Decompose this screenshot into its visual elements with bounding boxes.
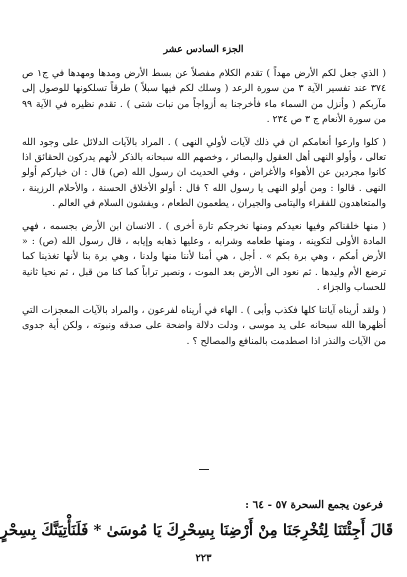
page-number: ٢٢٣ <box>195 553 212 564</box>
paragraph: ( منها خلقناكم وفيها نعيدكم ومنها نخرجكم تارة أخرى ) . الانسان ابن الأرض بجسمه ، فهي المادة الأولى لتكوينه ، ومنها طعامه وشرابه ، وعليها ذهابه وإيابه ، قال رسول الله (ص) : « الأرض أمكم ، وهي برة بكم » . أجل ، هي أمنا لأننا منها ولدنا ، وهي برة بنا لأنها تغذينا كما ترضع الأم وليدها . ثم نعود الى الأرض بعد الموت ، ونصير تراباً كما كنا من قبل ، ثم نحيا ثانية للحساب والجزاء . <box>22 220 386 294</box>
paragraph: ( الذي جعل لكم الأرض مهداً ) تقدم الكلام مفصلاً عن بسط الأرض ومدها ومهدها في ج١ ص ٣٧٤ عند تفسير الآية ٣ من سورة الرعد ( وسلك لكم فيها سبلاً ) طرقاً تسلكونها للوصول إلى مآربكم ( وأنزل من السماء ماء فأخرجنا به أزواجاً من نبات شتى ) . تقدم نظيره في الآية ٩٩ من سورة الأنعام ج ٣ ص ٢٣٤ . <box>22 68 386 126</box>
quranic-verse: قَالَ أَجِئْتَنَا لِتُخْرِجَنَا مِنْ أَرْضِنَا بِسِحْرِكَ يَا مُوسَىٰ * فَلَنَأْتِيَنَّكَ بِسِحْرٍ <box>0 521 393 539</box>
body-text <box>22 66 386 356</box>
section-title: فرعون يجمع السحرة ٥٧ - ٦٤ : <box>245 499 383 511</box>
separator-dash <box>199 469 209 470</box>
running-header: الجزء السادس عشر <box>163 44 244 55</box>
paragraph: ( ولقد أريناه آياتنا كلها فكذب وأبى ) . الهاء في أريناه لفرعون ، والمراد بالآيات المعجزات التي أظهرها الله سبحانه على يد موسى ، ودلت دلالة واضحة على صدقه ونبوته ، ولكن أية جدوى من الآيات والنذر اذا اصطدمت بالمنافع والمصالح ؟ . <box>22 304 386 347</box>
paragraph: ( كلوا وارعوا أنعامكم ان في ذلك لآيات لأولي النهى ) . المراد بالآيات الدلائل على وجود الله تعالى ، وأولو النهى أهل العقول والبصائر ، وخصهم الله سبحانه بالذكر لأنهم يدركون الحقائق اذا كانوا مجردين عن الأهواء والأغراض ، وفي الحديث ان رسول الله (ص) قال : ان خياركم أولو النهى . قالوا : ومن أولو النهى يا رسول الله ؟ قال : أولو الأخلاق الحسنة ، والأحلام الرزينة ، والمتعاهدون للفقراء واليتامى والجيران ، يطعمون الطعام ، ويفشون السلام في العالم . <box>22 136 386 210</box>
